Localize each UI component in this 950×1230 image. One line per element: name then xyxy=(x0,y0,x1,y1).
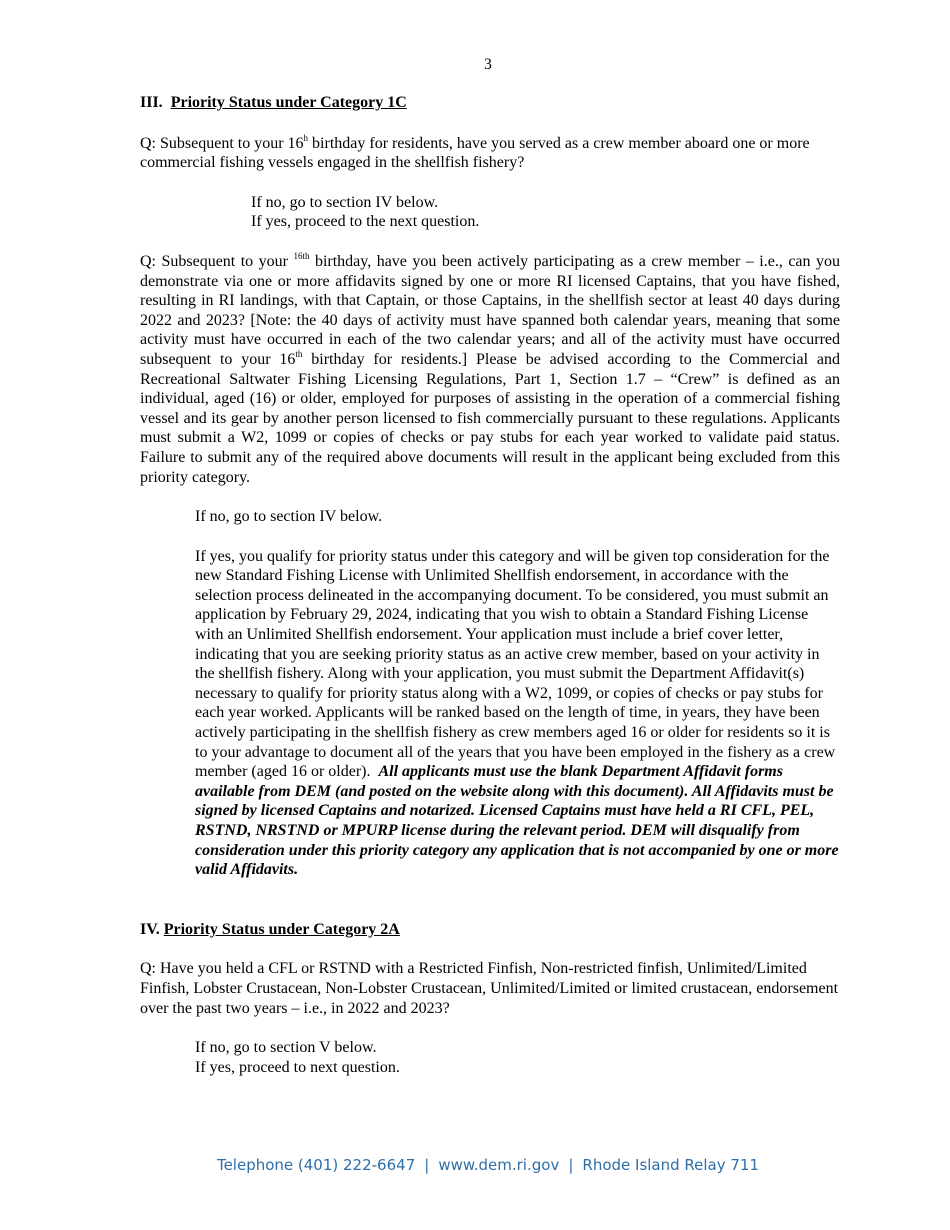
instruction-text: If yes, proceed to next question. xyxy=(195,1058,400,1076)
instruction-text: If no, go to section V below. xyxy=(195,1039,377,1057)
affidavit-requirement: All applicants must use the blank Department Affidavit forms available from DEM (and posted on the website along with this document). All Affidavits must be signed by licensed Captains and notarized. Licensed Captains must have held a RI CFL, PEL, RSTND, NRSTND or MPURP license during the relevant period. DEM will disqualify from consideration under this priority category any application that is not accompanied by one or more valid Affidavits. xyxy=(195,763,839,879)
footer-separator: | xyxy=(568,1156,574,1174)
section-heading-iv xyxy=(140,920,840,940)
page-content xyxy=(140,93,840,1077)
page-footer xyxy=(0,1156,950,1174)
footer-relay: Rhode Island Relay 711 xyxy=(582,1156,760,1174)
section-title: Priority Status under Category 2A xyxy=(163,920,400,938)
section-heading-iii xyxy=(140,93,840,113)
section-number: III. xyxy=(140,94,163,111)
instruction-text: If no, go to section IV below. xyxy=(251,193,439,211)
footer-separator: | xyxy=(424,1156,430,1174)
instruction-text: If no, go to section IV below. xyxy=(195,508,383,526)
section-title: Priority Status under Category 1C xyxy=(170,94,407,111)
instruction-text: If yes, proceed to the next question. xyxy=(251,213,480,231)
footer-telephone: Telephone (401) 222-6647 xyxy=(216,1156,416,1174)
question-paragraph: Q: Have you held a CFL or RSTND with a Restricted Finfish, Non-restricted finfish, Unlimited/Limited Finfish, Lobster Crustacean, Non-Lobster Crustacean, Unlimited/Limited or limited crustacean, endorsement over the past two years – i.e., in 2022 and 2023? xyxy=(140,960,839,1017)
question-paragraph: Q: Subsequent to your 16$^h$ birthday for residents, have you served as a crew member aboard one or more commercial fishing vessels engaged in the shellfish fishery? xyxy=(140,132,810,172)
section-number: IV. xyxy=(140,920,160,938)
page-number: 3 xyxy=(484,56,492,73)
footer-website: www.dem.ri.gov xyxy=(438,1156,560,1174)
question-paragraph: Q: Subsequent to your $^{16th}$ birthday, have you been actively participating as a crew member – i.e., can you demonstrate via one or more affidavits signed by one or more RI licensed Captains, that you have fished, resulting in RI landings, with that Captain, or those Captains, in the shellfish sector at least 40 days during 2022 and 2023? [Note: the 40 days of activity must have spanned both calendar years, meaning that some activity must have occurred in each of the two calendar years; and all of the activity must have occurred subsequent to your 16th birthday for residents.] Please be advised according to the Commercial and Recreational Saltwater Fishing Licensing Regulations, Part 1, Section 1.7 – “Crew” is defined as an individual, aged (16) or older, employed for purposes of assisting in the operation of a commercial fishing vessel and its gear by another person licensed to fish commercially pursuant to these regulations. Applicants must submit a W2, 1099 or copies of checks or pay stubs for each year worked to validate paid status. Failure to submit any of the required above documents will result in the applicant being excluded from this priority category. xyxy=(140,250,841,486)
instruction-paragraph: If yes, you qualify for priority status under this category and will be given top consideration for the new Standard Fishing License with Unlimited Shellfish endorsement, in accordance with the selection process delineated in the accompanying document. To be considered, you must submit an application by February 29, 2024, indicating that you wish to obtain a Standard Fishing License with an Unlimited Shellfish endorsement. Your application must include a brief cover letter, indicating that you are seeking priority status as an active crew member, based on your activity in the shellfish fishery. Along with your application, you must submit the Department Affidavit(s) necessary to qualify for priority status along with a W2, 1099, or copies of checks or pay stubs for each year worked. Applicants will be ranked based on the length of time, in years, they have been actively participating in the shellfish fishery as crew members aged 16 or older for residents so it is to your advantage to document all of the years that you have been employed in the fishery as a crew member (aged 16 or older). All applicants must use the blank Department Affidavit forms available from DEM (and posted on the website along with this document). All Affidavits must be signed by licensed Captains and notarized. Licensed Captains must have held a RI CFL, PEL, RSTND, NRSTND or MPURP license during the relevant period. DEM will disqualify from consideration under this priority category any application that is not accompanied by one or more valid Affidavits. xyxy=(195,547,839,879)
